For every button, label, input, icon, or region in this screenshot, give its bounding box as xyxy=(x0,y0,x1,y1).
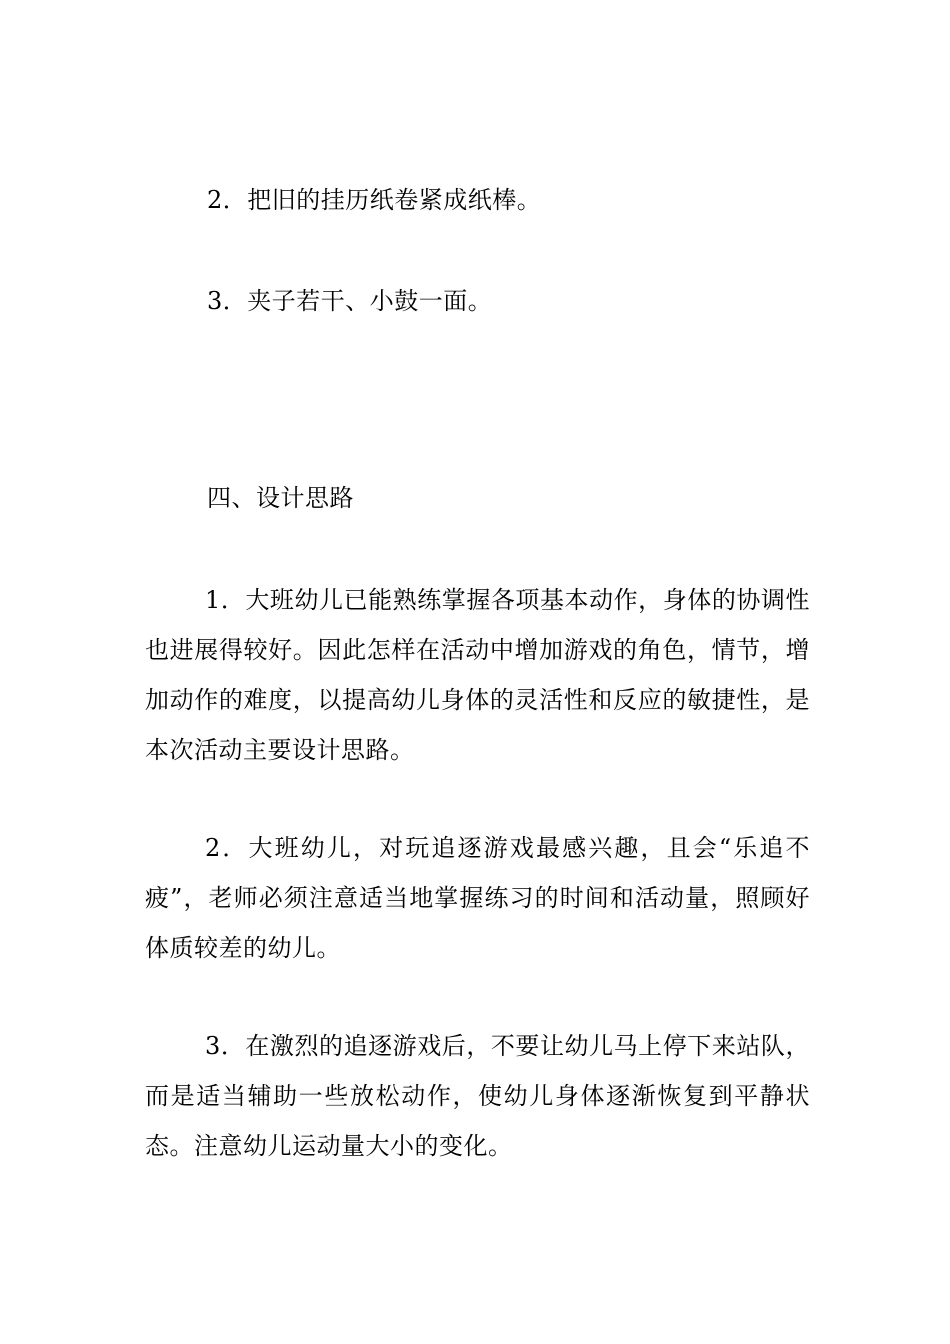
section-heading: 四、设计思路 xyxy=(207,484,354,512)
paragraph-2: 2．大班幼儿，对玩追逐游戏最感兴趣，且会“乐追不疲”，老师必须注意适当地掌握练习的时间和活动量，照顾好体质较差的幼儿。 xyxy=(145,834,810,962)
material-item-2: 2．把旧的挂历纸卷紧成纸棒。 xyxy=(207,186,542,214)
material-item-3: 3．夹子若干、小鼓一面。 xyxy=(207,287,493,315)
paragraph-3: 3．在激烈的追逐游戏后，不要让幼儿马上停下来站队，而是适当辅助一些放松动作，使幼儿身体逐渐恢复到平静状态。注意幼儿运动量大小的变化。 xyxy=(145,1032,810,1160)
paragraph-1: 1．大班幼儿已能熟练掌握各项基本动作，身体的协调性也进展得较好。因此怎样在活动中增加游戏的角色，情节，增加动作的难度，以提高幼儿身体的灵活性和反应的敏捷性，是本次活动主要设计思路。 xyxy=(145,586,810,764)
